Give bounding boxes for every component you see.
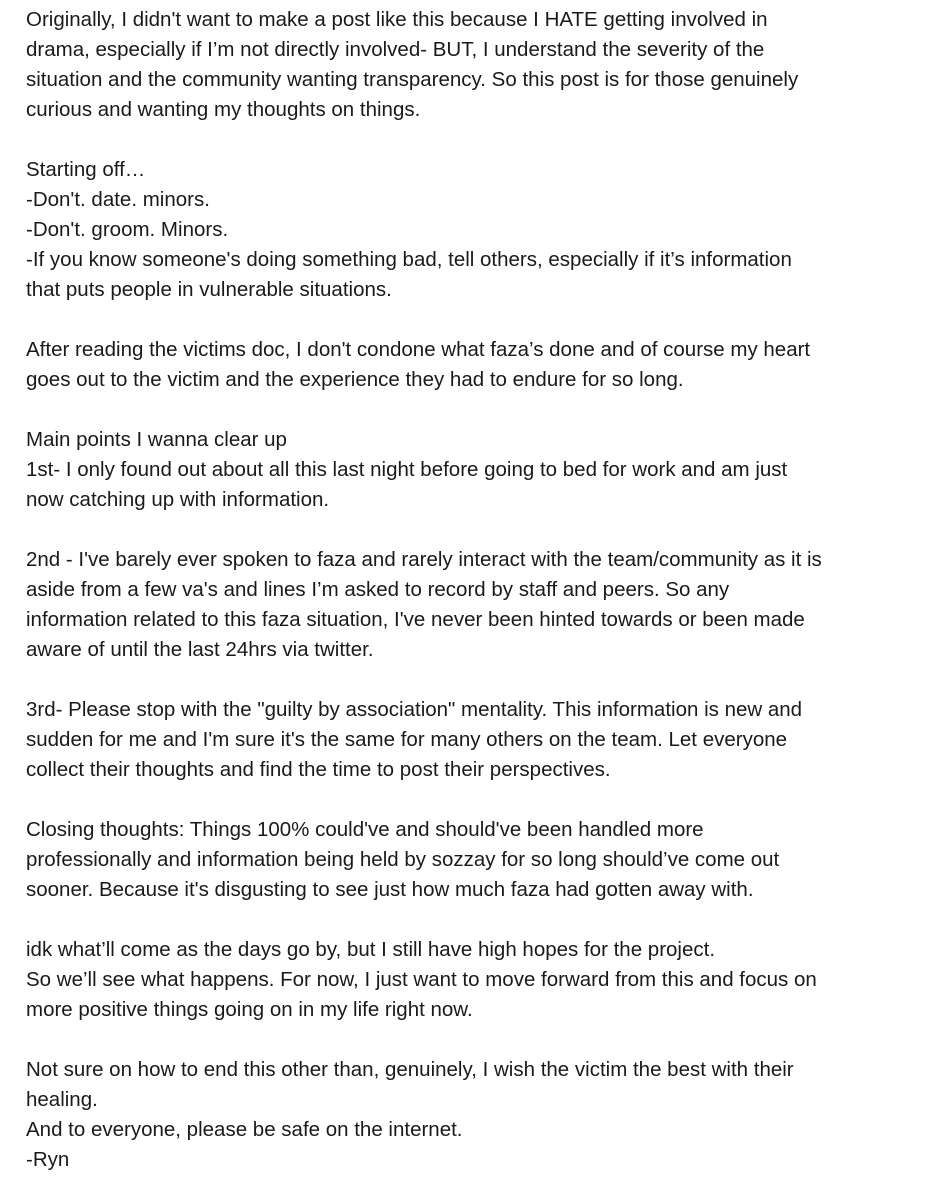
paragraph-victims-doc: [26, 335, 929, 395]
paragraph-future: [26, 935, 929, 1025]
text-line: idk what’ll come as the days go by, but I still have high hopes for the project.: [26, 938, 716, 961]
text-line: Originally, I didn't want to make a post like this because I HATE getting involved in: [26, 8, 768, 31]
text-line: After reading the victims doc, I don't condone what faza’s done and of course my heart: [26, 338, 811, 361]
paragraph-second-point: [26, 545, 929, 665]
text-line: sudden for me and I'm sure it's the same for many others on the team. Let everyone: [26, 728, 788, 751]
text-line: 1st- I only found out about all this last night before going to bed for work and am just: [26, 458, 788, 481]
text-line: more positive things going on in my life right now.: [26, 998, 473, 1021]
text-line: healing.: [26, 1088, 98, 1111]
text-line: And to everyone, please be safe on the internet.: [26, 1118, 463, 1141]
signature: -Ryn: [26, 1148, 70, 1171]
text-line: -Don't. groom. Minors.: [26, 218, 229, 241]
text-line: drama, especially if I’m not directly involved- BUT, I understand the severity of the: [26, 38, 765, 61]
text-line: now catching up with information.: [26, 488, 330, 511]
text-line: 2nd - I've barely ever spoken to faza and rarely interact with the team/community as it is: [26, 548, 822, 571]
text-line: 3rd- Please stop with the "guilty by association" mentality. This information is new and: [26, 698, 803, 721]
text-line: sooner. Because it's disgusting to see just how much faza had gotten away with.: [26, 878, 754, 901]
text-line: aside from a few va's and lines I’m asked to record by staff and peers. So any: [26, 578, 730, 601]
paragraph-sign-off: [26, 1055, 929, 1175]
text-line: Main points I wanna clear up: [26, 428, 287, 451]
paragraph-third-point: [26, 695, 929, 785]
text-line: So we’ll see what happens. For now, I just want to move forward from this and focus on: [26, 968, 817, 991]
text-line: goes out to the victim and the experience they had to endure for so long.: [26, 368, 684, 391]
text-line: curious and wanting my thoughts on things.: [26, 98, 421, 121]
paragraph-closing-thoughts: [26, 815, 929, 905]
text-line: -If you know someone's doing something bad, tell others, especially if it’s information: [26, 248, 792, 271]
text-line: Not sure on how to end this other than, genuinely, I wish the victim the best with their: [26, 1058, 794, 1081]
text-line: Closing thoughts: Things 100% could've and should've been handled more: [26, 818, 704, 841]
text-line: aware of until the last 24hrs via twitter.: [26, 638, 374, 661]
text-line: -Don't. date. minors.: [26, 188, 210, 211]
paragraph-main-points: [26, 425, 929, 515]
paragraph-intro: [26, 5, 929, 125]
text-line: professionally and information being held by sozzay for so long should’ve come out: [26, 848, 780, 871]
text-line: Starting off…: [26, 158, 146, 181]
paragraph-starting-off: [26, 155, 929, 305]
text-line: information related to this faza situation, I've never been hinted towards or been made: [26, 608, 805, 631]
text-line: situation and the community wanting transparency. So this post is for those genuinely: [26, 68, 799, 91]
text-line: collect their thoughts and find the time to post their perspectives.: [26, 758, 611, 781]
text-line: that puts people in vulnerable situations.: [26, 278, 392, 301]
